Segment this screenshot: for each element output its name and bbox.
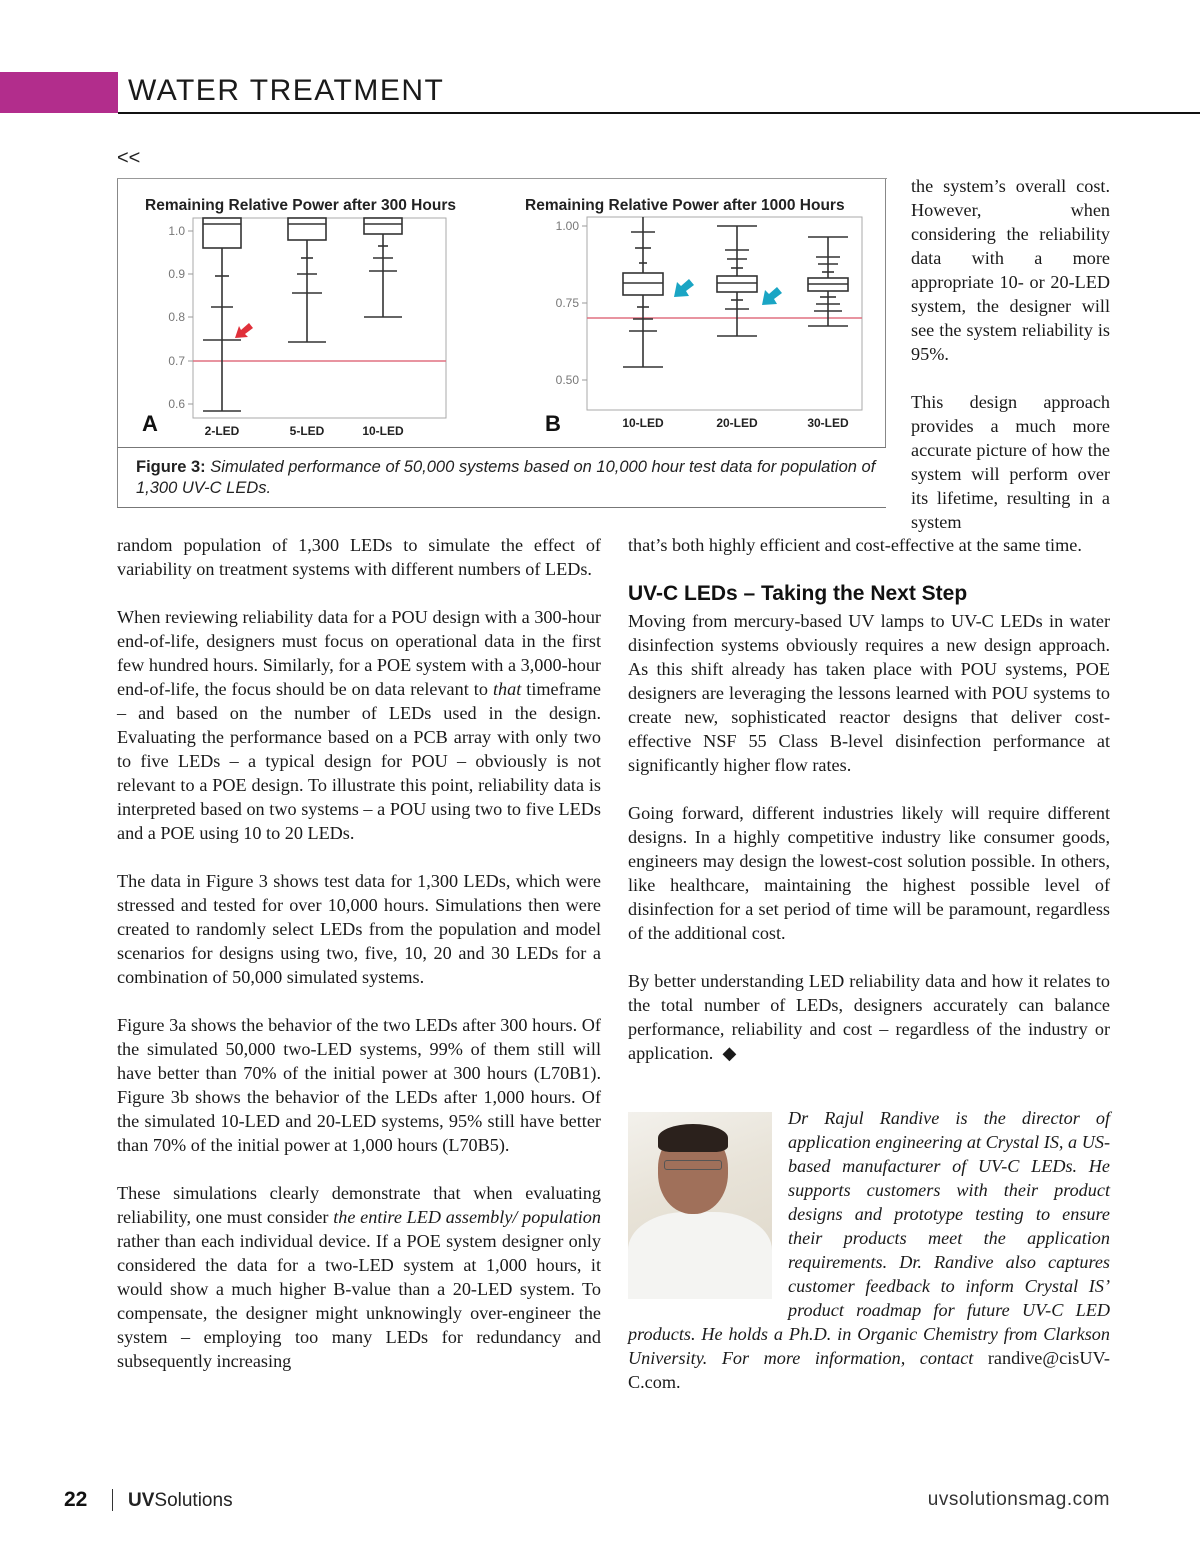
header-divider bbox=[118, 112, 1200, 114]
paragraph: Figure 3a shows the behavior of the two LEDs after 300 hours. Of the simulated 50,000 two-LED systems, 99% of them still will have better than 70% of the initial power at 300 hours (L70B1). Figure 3b shows the behavior of the LEDs after 1,000 hours. Of the simulated 10-LED and 20-LED systems, 95% still have better than 70% of the initial power at 1,000 hours (L70B5). bbox=[117, 1015, 601, 1155]
paragraph: Moving from mercury-based UV lamps to UV-C LEDs in water disinfection systems obviously requires a new design approach. As this shift already has taken place with POU systems, POE designers are leveraging the lessons learned with POU systems to create new, sophisticated reactor designs that deliver cost-effective NSF 55 Class B-level disinfection performance at significantly higher flow rates. bbox=[628, 611, 1110, 775]
svg-text:B: B bbox=[545, 411, 561, 436]
author-photo bbox=[628, 1112, 772, 1299]
svg-text:1.00: 1.00 bbox=[555, 219, 579, 233]
caption-label: Figure 3: bbox=[136, 458, 206, 476]
paragraph: that’s both highly efficient and cost-effective at the same time. bbox=[628, 535, 1082, 555]
svg-text:5-LED: 5-LED bbox=[289, 424, 325, 438]
emphasis: the entire LED assembly/ population bbox=[333, 1207, 601, 1227]
chart-b bbox=[525, 197, 862, 436]
svg-text:2-LED: 2-LED bbox=[204, 424, 240, 438]
paragraph: When reviewing reliability data for a POU design with a 300-hour end-of-life, designers must focus on operational data in the first few hundred hours. Similarly, for a POE system with a 3,000-hour end-of-life, the focus should be on data relevant to that timeframe – and based on the number of LEDs used in the design. Evaluating the performance based on a PCB array with only two to five LEDs – a typical design for POU – obviously is not relevant to a POE design. To illustrate this point, reliability data is interpreted based on two systems – a POU using two to five LEDs and a POE using 10 to 20 LEDs. bbox=[117, 607, 601, 843]
svg-text:0.50: 0.50 bbox=[555, 373, 579, 387]
svg-text:0.75: 0.75 bbox=[555, 296, 579, 310]
paragraph: By better understanding LED reliability data and how it relates to the total number of LEDs, designers accurately can balance performance, reliability and cost – regardless of the industry or application. ◆ bbox=[628, 971, 1110, 1063]
paragraph: Going forward, different industries likely will require different designs. In a highly competitive industry like consumer goods, engineers may design the lowest-cost solution possible. In others, like healthcare, maintaining the highest possible level of disinfection for a set period of time will be paramount, regardless of the additional cost. bbox=[628, 803, 1110, 943]
svg-text:10-LED: 10-LED bbox=[622, 416, 664, 430]
author-email-link[interactable]: randive@cisUV-C.com. bbox=[628, 1348, 1110, 1392]
column-right bbox=[628, 533, 1110, 1089]
column-left bbox=[117, 533, 601, 1373]
chart-a bbox=[142, 197, 456, 438]
svg-text:1.0: 1.0 bbox=[168, 224, 185, 238]
chart-b-title: Remaining Relative Power after 1000 Hours bbox=[525, 197, 845, 214]
chart-a-title: Remaining Relative Power after 300 Hours bbox=[145, 197, 456, 214]
section-heading: UV-C LEDs – Taking the Next Step bbox=[628, 582, 968, 605]
figure-caption bbox=[117, 447, 886, 508]
svg-text:20-LED: 20-LED bbox=[716, 416, 758, 430]
svg-text:0.6: 0.6 bbox=[168, 397, 185, 411]
end-mark-icon: ◆ bbox=[722, 1043, 737, 1063]
svg-text:0.9: 0.9 bbox=[168, 267, 185, 281]
magazine-brand: UVSolutions bbox=[128, 1490, 233, 1511]
section-color-bar bbox=[0, 72, 118, 113]
paragraph: This design approach provides a much more accurate picture of how the system will perform over its lifetime, resulting in a system bbox=[911, 392, 1110, 532]
paragraph: These simulations clearly demonstrate that when evaluating reliability, one must consider the entire LED assembly/ population rather than each individual device. If a POE system designer only considered the data for a two-LED system at 1,000 hours, it would show a much higher B-value than a 20-LED system. To compensate, the designer might unknowingly over-engineer the system – employing too many LEDs for redundancy and subsequently increasing bbox=[117, 1183, 601, 1371]
column-top-right bbox=[911, 174, 1110, 534]
paragraph: the system’s overall cost. However, when considering the reliability data with a more appropriate 10- or 20-LED system, the designer will see the system reliability is 95%. bbox=[911, 176, 1110, 364]
svg-text:0.8: 0.8 bbox=[168, 310, 185, 324]
svg-text:30-LED: 30-LED bbox=[807, 416, 849, 430]
caption-text: Simulated performance of 50,000 systems based on 10,000 hour test data for population of 1,300 UV-C LEDs. bbox=[136, 458, 876, 497]
section-title: WATER TREATMENT bbox=[128, 74, 445, 107]
emphasis: that bbox=[492, 679, 522, 699]
continuation-mark: << bbox=[117, 147, 141, 169]
magazine-url[interactable]: uvsolutionsmag.com bbox=[927, 1489, 1110, 1510]
paragraph: The data in Figure 3 shows test data for 1,300 LEDs, which were stressed and tested for over 10,000 hours. Simulations then were created to randomly select LEDs from the population and model scenarios for designs using two, five, 10, 20 and 30 LEDs for a combination of 50,000 simulated systems. bbox=[117, 871, 601, 987]
bio-text: Dr Rajul Randive is the director of application engineering at Crystal IS, a US-based manufacturer of UV-C LEDs. He supports customers with their product designs and prototype testing to ensure their products meet the application requirements. Dr. Randive also captures customer feedback to inform Crystal IS’ product roadmap for future UV-C LED products. He holds a Ph.D. in Organic Chemistry from Clarkson University. For more information, contact bbox=[628, 1108, 1110, 1368]
figure-3-charts bbox=[117, 179, 886, 447]
footer-divider bbox=[112, 1489, 113, 1511]
svg-text:0.7: 0.7 bbox=[168, 354, 185, 368]
paragraph: random population of 1,300 LEDs to simulate the effect of variability on treatment systems with different numbers of LEDs. bbox=[117, 535, 601, 579]
svg-text:10-LED: 10-LED bbox=[362, 424, 404, 438]
page-number: 22 bbox=[64, 1488, 88, 1511]
svg-text:A: A bbox=[142, 411, 158, 436]
